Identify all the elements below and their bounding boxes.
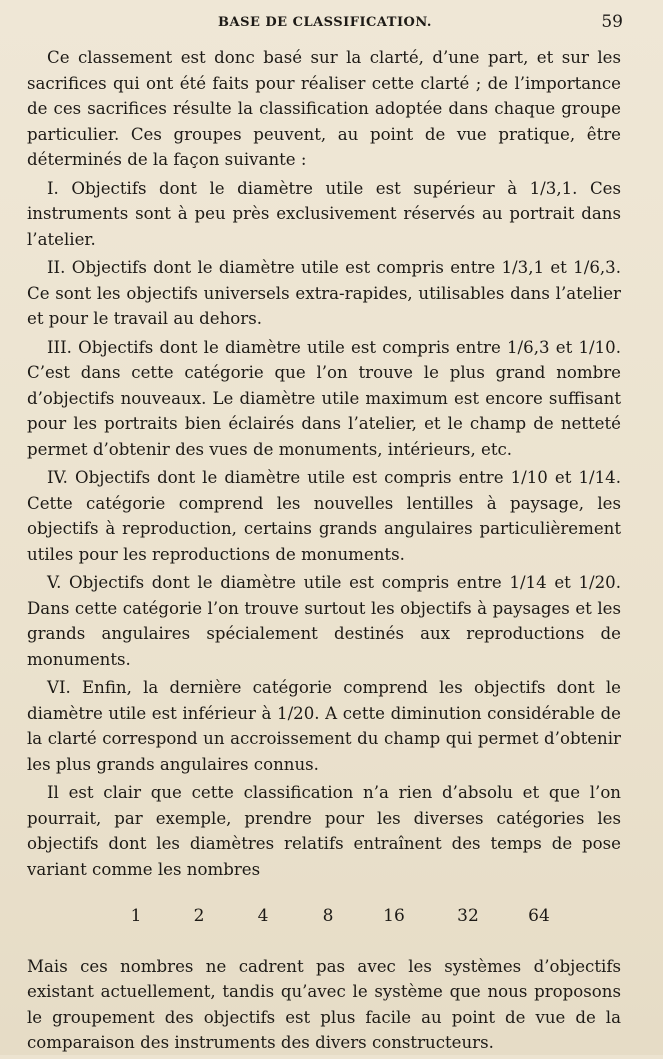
- intro-paragraph: Ce classement est donc basé sur la clarté, d’une part, et sur les sacrifices qui ont été faits pour réaliser cette clarté ; de l’importance de ces sacrifices résulte la classification adoptée dans chaque groupe particulier. Ces groupes peuvent, au point de vue pratique, être déterminés de la façon suivante :: [27, 48, 621, 169]
- sequence-number: 16: [383, 906, 405, 926]
- sequence-number: 64: [528, 906, 550, 926]
- sequence-number: 8: [322, 906, 334, 926]
- category-v-paragraph: V. Objectifs dont le diamètre utile est compris entre 1/14 et 1/20. Dans cette catégorie l’on trouve surtout les objectifs à paysages et les grands angulaires spécialement destinés aux reproductions de monuments.: [27, 573, 621, 669]
- category-vi-paragraph: VI. Enfin, la dernière catégorie comprend les objectifs dont le diamètre utile est inférieur à 1/20. A cette diminution considérable de la clarté correspond un accroissement du champ qui permet d’obtenir les plus grands angulaires connus.: [27, 678, 621, 774]
- sequence-number: 4: [257, 906, 269, 926]
- body-text: [27, 45, 621, 1059]
- sequence-number: 32: [457, 906, 479, 926]
- closing-paragraph: Mais ces nombres ne cadrent pas avec les systèmes d’objectifs existant actuellement, tandis qu’avec le système que nous proposons le groupement des objectifs est plus facile au point de vue de la comparaison des instruments des divers constructeurs.: [27, 956, 621, 1052]
- category-i-paragraph: I. Objectifs dont le diamètre utile est supérieur à 1/3,1. Ces instruments sont à peu près exclusivement réservés au portrait dans l’atelier.: [27, 178, 621, 249]
- remark-paragraph: Il est clair que cette classification n’a rien d’absolu et que l’on pourrait, par exemple, prendre pour les diverses catégories les objectifs dont les diamètres relatifs entraînent des temps de pose variant comme les nombres: [27, 783, 621, 879]
- running-title: BASE DE CLASSIFICATION.: [218, 15, 432, 30]
- running-head: [0, 12, 663, 36]
- page-number: 59: [601, 12, 623, 32]
- sequence-number: 2: [193, 906, 205, 926]
- category-ii-paragraph: II. Objectifs dont le diamètre utile est compris entre 1/3,1 et 1/6,3. Ce sont les objectifs universels extra-rapides, utilisables dans l’atelier et pour le travail au dehors.: [27, 258, 621, 328]
- sequence-number: 1: [130, 906, 142, 926]
- category-iv-paragraph: IV. Objectifs dont le diamètre utile est compris entre 1/10 et 1/14. Cette catégorie comprend les nouvelles lentilles à paysage, les objectifs à reproduction, certains grands angulaires particulièrement utiles pour les reproductions de monuments.: [27, 468, 621, 564]
- category-iii-paragraph: III. Objectifs dont le diamètre utile est compris entre 1/6,3 et 1/10. C’est dans cette catégorie que l’on trouve le plus grand nombre d’objectifs nouveaux. Le diamètre utile maximum est encore suffisant pour les portraits bien éclairés dans l’atelier, et le champ de netteté permet d’obtenir des vues de monuments, intérieurs, etc.: [27, 337, 621, 459]
- number-sequence: [27, 904, 621, 930]
